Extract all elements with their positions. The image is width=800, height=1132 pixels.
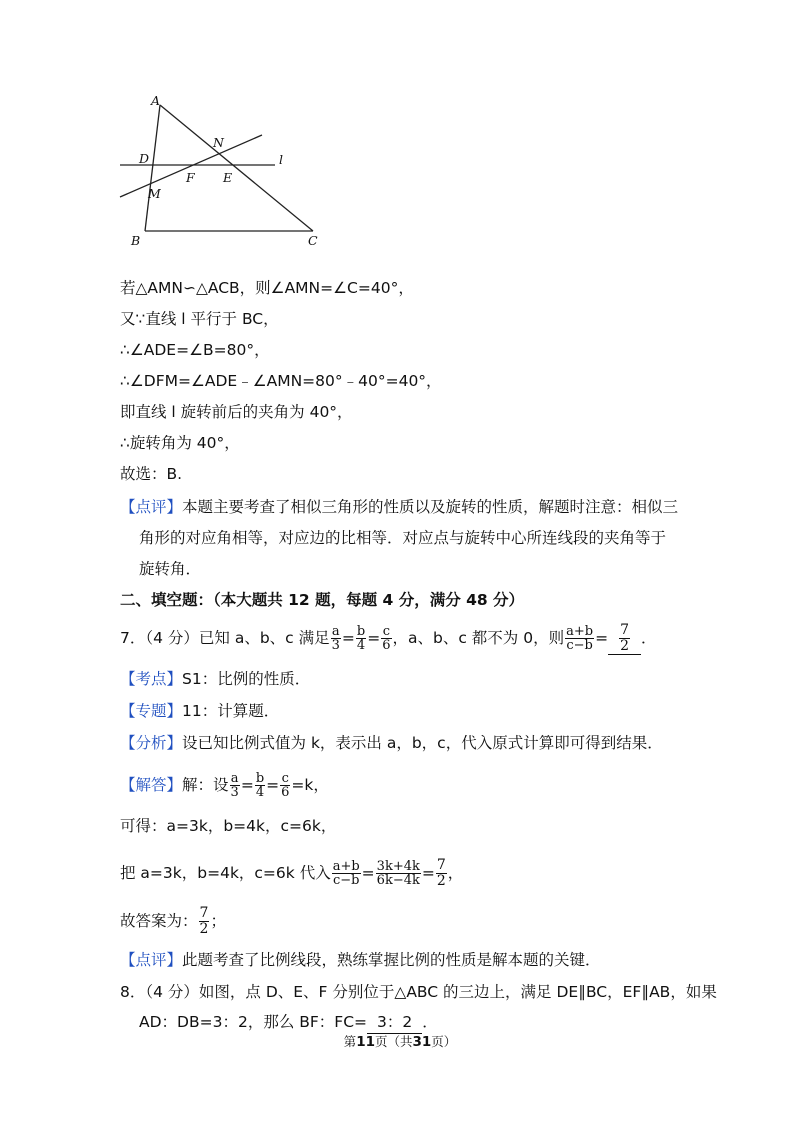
side-ac: [160, 105, 313, 231]
page-total: 31: [412, 1034, 432, 1050]
solution-line-4: ∴∠DFM=∠ADE﹣∠AMN=80°﹣40°=40°，: [120, 372, 442, 390]
fraction-target: $\frac{a+b}{c-b}$: [566, 624, 594, 653]
solution-line-1: 若△AMN∽△ACB，则∠AMN=∠C=40°，: [120, 279, 414, 297]
comment-line-1: [120, 496, 678, 518]
question-8-line-2: AD：DB=3：2，那么 BF：FC= 3：2 ．: [139, 1011, 438, 1034]
comment-line-3: 旋转角．: [139, 560, 202, 578]
q7-jieda: 【解答】解：设 $\frac{a}{3}$ = $\frac{b}{4}$ = $\frac{c}{6}$ =k，: [120, 771, 329, 800]
line-mn: [120, 135, 262, 197]
label-n: N: [213, 135, 224, 150]
q7-prefix: 7．（4 分）已知 a、b、c 满足: [120, 629, 330, 647]
fraction-a-3: $\frac{a}{3}$: [331, 624, 340, 653]
q7-kede: 可得：a=3k，b=4k，c=6k，: [120, 817, 337, 835]
page-footer: 第11页（共31页）: [343, 1034, 457, 1050]
solution-line-2: 又∵直线 l 平行于 BC，: [120, 310, 279, 328]
question-8-line-1: 8．（4 分）如图，点 D、E、F 分别位于△ABC 的三边上，满足 DE∥BC，EF∥AB，如果: [120, 983, 717, 1001]
label-b: B: [131, 233, 141, 248]
q7-kaodian: 【考点】S1：比例的性质．: [120, 670, 311, 688]
solution-line-6: ∴旋转角为 40°，: [120, 434, 240, 452]
label-c: C: [308, 233, 318, 248]
q7-substitute: 把 a=3k，b=4k，c=6k 代入 $\frac{a+b}{c-b}$ = $\frac{3k+4k}{6k-4k}$ = $\frac{7}{2}$ ，: [120, 857, 464, 889]
q7-final-answer: 故答案为： $\frac{7}{2}$ ；: [120, 905, 226, 937]
label-d: D: [139, 151, 150, 166]
q7-dianping: 【点评】此题考查了比例线段，熟练掌握比例的性质是解本题的关键．: [120, 951, 601, 969]
comment-line-2: 角形的对应角相等，对应边的比相等．对应点与旋转中心所连线段的夹角等于: [139, 529, 667, 547]
label-m: M: [148, 186, 161, 201]
page-number: 11: [356, 1034, 375, 1050]
triangle-diagram: [115, 95, 325, 250]
solution-line-5: 即直线 l 旋转前后的夹角为 40°，: [120, 403, 353, 421]
geometry-figure: [115, 95, 325, 250]
q8-answer-blank: 3：2: [367, 1011, 422, 1034]
label-e: E: [223, 170, 233, 185]
comment-text-1: 本题主要考查了相似三角形的性质以及旋转的性质，解题时注意：相似三: [182, 498, 679, 516]
label-f: F: [186, 170, 195, 185]
question-7: 7．（4 分）已知 a、b、c 满足 $\frac{a}{3}$ = $\frac{b}{4}$ = $\frac{c}{6}$ ，a、b、c 都不为 0，则 $\frac{a+b}{c-b}$ = $\frac{7}{2}$ ．: [120, 622, 657, 654]
section-heading: 二、填空题：（本大题共 12 题，每题 4 分，满分 48 分）: [120, 591, 525, 609]
comment-tag: 【点评】: [120, 498, 183, 516]
q7-fenxi: 【分析】设已知比例式值为 k，表示出 a，b，c，代入原式计算即可得到结果．: [120, 734, 663, 752]
side-ab: [145, 105, 160, 231]
fraction-c-6: $\frac{c}{6}$: [382, 624, 391, 653]
q7-answer-blank: $\frac{7}{2}$: [608, 623, 641, 655]
label-a: A: [151, 95, 161, 108]
q7-zhuanti: 【专题】11：计算题．: [120, 702, 280, 720]
solution-line-3: ∴∠ADE=∠B=80°，: [120, 341, 270, 359]
fraction-b-4: $\frac{b}{4}$: [356, 624, 366, 653]
solution-line-7: 故选：B.: [120, 465, 183, 483]
q7-middle: ，a、b、c 都不为 0，则: [392, 629, 565, 647]
label-l: l: [279, 152, 283, 167]
